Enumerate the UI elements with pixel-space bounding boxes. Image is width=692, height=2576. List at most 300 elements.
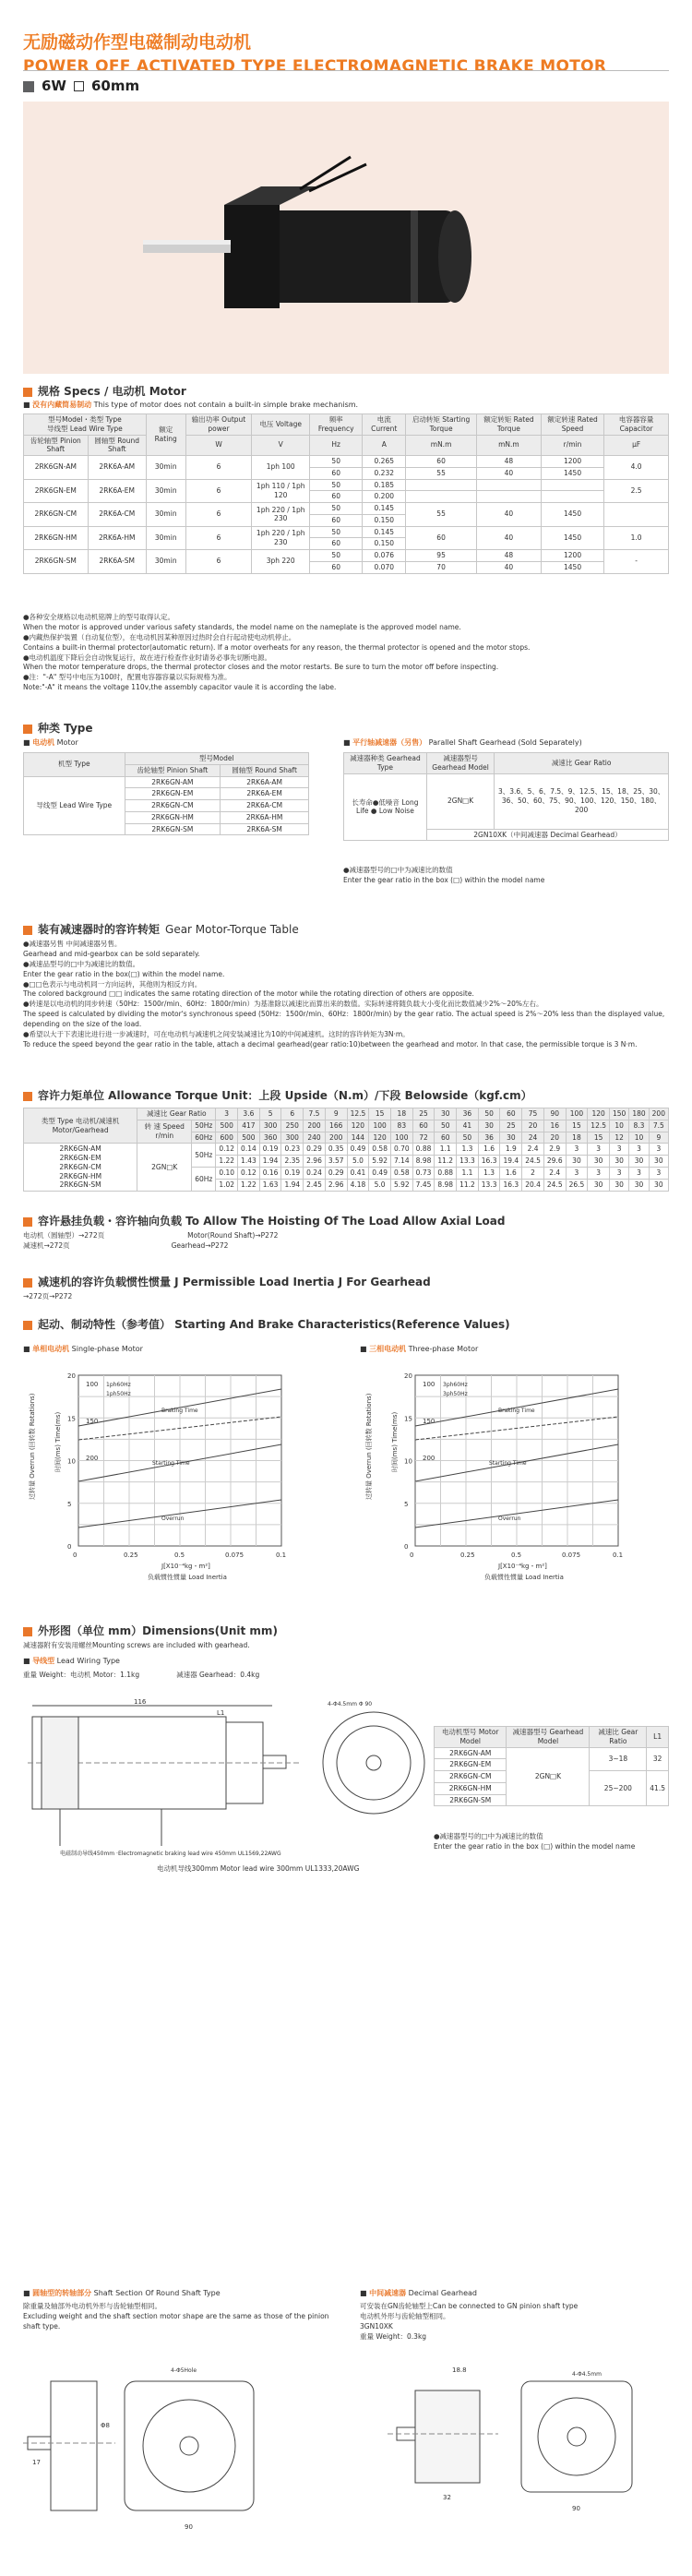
torque-title-cn: 装有减速器时的容许转矩	[38, 923, 161, 936]
torque: 0.16	[259, 1167, 281, 1180]
specs-subtitle-en: This type of motor does not contain a built-in simple brake mechanism.	[93, 401, 359, 409]
y2-tick: 200	[86, 1455, 99, 1462]
dims-note-cn: ●减速器型号的□中为减速比的数值	[434, 1832, 543, 1840]
table-row	[24, 503, 669, 515]
capacitor: 1.0	[604, 526, 669, 550]
torque: 1.63	[259, 1180, 281, 1192]
torque: 24.5	[543, 1180, 566, 1192]
torque: 30	[588, 1180, 610, 1192]
ratio: 12.5	[347, 1108, 369, 1120]
speed: 30	[500, 1132, 522, 1144]
note-line: Gearhead and mid-gearbox can be sold separately.	[23, 949, 200, 958]
types-motor-en: Motor	[56, 738, 78, 747]
dec-width: 90	[572, 2505, 580, 2512]
note-line: When the motor temperature drops, the thermal protector closes and the motor restarts. Be sure to turn the motor off before inspecting.	[23, 663, 499, 672]
rated-speed: 1450	[541, 561, 603, 573]
single-label: ■ 单相电动机 Single-phase Motor	[23, 1345, 143, 1353]
torque: 11.2	[457, 1180, 479, 1192]
current: 0.200	[363, 491, 406, 503]
table-row	[24, 479, 669, 491]
th-gear-type: 减速器种类 Gearhead Type	[344, 753, 427, 774]
ratio: 180	[629, 1108, 649, 1120]
dims-model: 2RK6GN-EM	[435, 1759, 507, 1771]
output: 6	[185, 503, 252, 527]
th-unit-a: A	[363, 435, 406, 456]
types-gear-note	[343, 866, 544, 886]
frequency: 50	[310, 550, 363, 562]
hoist-title	[23, 1215, 506, 1229]
shaft-en: Shaft Section Of Round Shaft Type	[93, 2289, 221, 2297]
section-icon	[23, 1217, 32, 1227]
table-row	[24, 526, 669, 538]
current: 0.265	[363, 456, 406, 468]
x-unit: J[X10⁻⁴kg・m²]	[498, 1563, 547, 1570]
rated-speed: 1450	[541, 526, 603, 550]
gear-model-cell: 2GN□K	[426, 773, 494, 829]
dim-l1: L1	[217, 1709, 225, 1717]
three-cn: 三相电动机	[369, 1345, 407, 1353]
note-line: ●各种安全规格以电动机铭牌上的型号取得认定。	[23, 613, 175, 621]
th-model: 型号Model	[125, 753, 308, 765]
dims-l1: 32	[647, 1747, 669, 1771]
rated-speed	[541, 479, 603, 491]
dec-en: Decimal Gearhead	[408, 2289, 477, 2297]
x-tick: 0.25	[124, 1552, 138, 1559]
y2-tick: 150	[423, 1418, 435, 1425]
y2-tick: 100	[423, 1381, 435, 1388]
brake-label: Braking Time	[161, 1408, 198, 1414]
torque: 30	[610, 1180, 629, 1192]
note-line: ●减速器另售 中间减速器另售。	[23, 940, 122, 948]
lead-label: ■ 导线型 Lead Wiring Type	[23, 1657, 120, 1665]
capacitor: -	[604, 550, 669, 574]
dec-label: ■ 中间减速器 Decimal Gearhead	[360, 2289, 477, 2297]
torque: 0.49	[347, 1144, 369, 1156]
hoist-title-text: 容许悬挂负载・容许轴向负载 To Allow The Hoisting Of The Load Allow Axial Load	[38, 1215, 506, 1228]
ratio: 15	[369, 1108, 391, 1120]
speed: 417	[238, 1120, 260, 1132]
gear-ratio-cell: 3、3.6、5、6、7.5、9、12.5、15、18、25、30、36、50、60、75、90、100、120、150、180、200	[495, 773, 669, 829]
th-unit-w: W	[185, 435, 252, 456]
torque: 30	[649, 1180, 668, 1192]
dec-len2: 18.8	[452, 2366, 467, 2374]
note-line: When the motor is approved under various safety standards, the model name on the nameplate is the approved model name.	[23, 622, 461, 631]
current: 0.145	[363, 503, 406, 515]
output: 6	[185, 550, 252, 574]
specs-subtitle-cn: 没有内藏简易制动	[32, 401, 92, 409]
current: 0.150	[363, 538, 406, 550]
rating: 30min	[146, 526, 185, 550]
specs-notes	[23, 613, 669, 693]
speed: 500	[238, 1132, 260, 1144]
title-cn: 无励磁动作型电磁制动电动机	[23, 32, 252, 53]
th-unit-uf: μF	[604, 435, 669, 456]
torque: 3	[610, 1144, 629, 1156]
shaft-note-en: Excluding weight and the shaft section motor shape are the same as those of the pinion shaft type.	[23, 2311, 329, 2330]
torque: 0.49	[369, 1167, 391, 1180]
note-line: ●转速是以电动机的同步转速（50Hz：1500r/min、60Hz：1800r/min）为基准除以减速比而算出来的数值。实际转速将随负载大小变化而比数值减少2%～20%左右。	[23, 1000, 543, 1009]
torque-title-en: Gear Motor-Torque Table	[165, 923, 299, 936]
voltage: 3ph 220	[252, 550, 310, 574]
starting-torque: 70	[406, 561, 477, 573]
speed: 200	[304, 1120, 326, 1132]
torque: 0.19	[259, 1144, 281, 1156]
dec-model: 3GN10XK	[360, 2321, 393, 2330]
speed: 16	[543, 1120, 566, 1132]
dim-holes: 4-Φ4.5mm Φ 90	[328, 1701, 373, 1707]
x-tick: 0.075	[225, 1552, 245, 1559]
dec-note1: 可安装在GN齿轮轴型上Can be connected to GN pinion shaft type	[360, 2302, 579, 2310]
ratio: 100	[566, 1108, 588, 1120]
note-line: Enter the gear ratio in the box(□) within the model name.	[23, 969, 225, 978]
start-title	[23, 1318, 510, 1333]
starting-label: Starting Time	[489, 1460, 527, 1467]
speed: 20	[543, 1132, 566, 1144]
frequency: 50	[310, 526, 363, 538]
torque: 1.6	[478, 1144, 500, 1156]
speed: 300	[259, 1120, 281, 1132]
torque: 30	[629, 1156, 649, 1168]
torque: 30	[649, 1156, 668, 1168]
rated-torque	[476, 491, 541, 503]
torque: 5.0	[369, 1180, 391, 1192]
dims-model: 2RK6GN-AM	[435, 1747, 507, 1759]
frame-size: 60mm	[90, 78, 140, 94]
torque: 3	[629, 1144, 649, 1156]
dims-note-en: Enter the gear ratio in the box (□) within the model name	[434, 1841, 636, 1851]
speed: 166	[325, 1120, 347, 1132]
dec-holes: 4-Φ4.5mm	[572, 2371, 602, 2378]
frequency: 60	[310, 467, 363, 479]
types-title-text: 种类 Type	[38, 722, 93, 735]
section-icon	[23, 1278, 32, 1288]
th-l1: L1	[647, 1727, 669, 1748]
torque: 2.4	[522, 1144, 544, 1156]
legend-1: 3ph60Hz	[443, 1382, 468, 1388]
x-label: 负载惯性惯量 Load Inertia	[484, 1574, 564, 1581]
torque: 16.3	[500, 1180, 522, 1192]
type-name: 导线型 Lead Wire Type	[24, 776, 125, 835]
inertia-title	[23, 1276, 431, 1290]
ratio: 60	[500, 1108, 522, 1120]
torque: 5.92	[369, 1156, 391, 1168]
torque: 24.5	[522, 1156, 544, 1168]
pinion-model: 2RK6GN-CM	[24, 503, 89, 527]
y-tick: 15	[404, 1415, 412, 1423]
weight-motor: 重量 Weight：电动机 Motor：1.1kg	[23, 1671, 140, 1679]
th-gear-model: 减速器型号 Gearhead Model	[507, 1727, 590, 1748]
torque: 4.18	[347, 1180, 369, 1192]
legend-2: 1ph50Hz	[106, 1391, 131, 1397]
torque: 3	[629, 1167, 649, 1180]
rated-torque: 40	[476, 526, 541, 550]
shaft-len: 17	[32, 2459, 41, 2466]
gearhead: 2GN□K	[137, 1144, 192, 1192]
speed: 36	[478, 1132, 500, 1144]
round-model: 2RK6A-SM	[88, 550, 146, 574]
speed: 300	[281, 1132, 304, 1144]
torque: 20.4	[522, 1180, 544, 1192]
overrun-label: Overrun	[498, 1516, 521, 1522]
dims-r1: 3~18	[590, 1747, 647, 1771]
speed: 250	[281, 1120, 304, 1132]
types-gear-note-en: Enter the gear ratio in the box (□) within the model name	[343, 875, 545, 884]
ratio: 90	[543, 1108, 566, 1120]
torque: 30	[566, 1156, 588, 1168]
torque: 8.98	[435, 1180, 457, 1192]
capacitor: 4.0	[604, 456, 669, 480]
shaft-width: 90	[185, 2523, 193, 2531]
inertia-title-text: 减速机的容许负载惯性惯量 J Permissible Load Inertia J For Gearhead	[38, 1276, 431, 1288]
note-line: ●电动机温度下降后会自动恢复运行，故在进行检查作业时请务必事先切断电源。	[23, 653, 272, 662]
th-frequency: 频率 Frequency	[310, 414, 363, 436]
section-icon	[23, 1092, 32, 1101]
speed: 72	[412, 1132, 435, 1144]
ratio: 200	[649, 1108, 668, 1120]
inertia-line: →272页→P272	[23, 1292, 73, 1300]
y2-tick: 200	[423, 1455, 435, 1462]
torque: 2.45	[304, 1180, 326, 1192]
lead-cn: 导线型	[32, 1657, 55, 1665]
dec-len: 32	[443, 2494, 451, 2501]
y-tick: 20	[67, 1372, 76, 1380]
frequency: 60	[310, 538, 363, 550]
speed: 200	[325, 1132, 347, 1144]
torque: 1.6	[500, 1167, 522, 1180]
y-tick: 20	[404, 1372, 412, 1380]
x-tick: 0	[410, 1552, 414, 1559]
dec-note2: 电动机外形与齿轮轴型相同。	[360, 2311, 450, 2320]
speed: 15	[588, 1132, 610, 1144]
capacitor	[604, 503, 669, 527]
th-starting: 启动转矩 Starting Torque	[406, 414, 477, 436]
hz: 60Hz	[192, 1132, 216, 1144]
motor-illustration	[23, 102, 669, 374]
speed: 360	[259, 1132, 281, 1144]
torque: 1.02	[216, 1180, 238, 1192]
round-model: 2RK6A-CM	[88, 503, 146, 527]
ratio: 120	[588, 1108, 610, 1120]
y-tick: 5	[404, 1500, 409, 1508]
brake-label: Braking Time	[498, 1408, 535, 1414]
current: 0.145	[363, 526, 406, 538]
torque: 26.5	[566, 1180, 588, 1192]
x-unit: J[X10⁻⁴kg・m²]	[161, 1563, 210, 1570]
dims-title-text: 外形图（单位 mm）Dimensions(Unit mm)	[38, 1624, 278, 1637]
shaft-label: ■ 圆轴型的转轴部分 Shaft Section Of Round Shaft Type	[23, 2289, 221, 2297]
frequency: 50	[310, 503, 363, 515]
torque: 1.43	[238, 1156, 260, 1168]
legend-2: 3ph50Hz	[443, 1391, 468, 1397]
speed: 240	[304, 1132, 326, 1144]
x-tick: 0.25	[460, 1552, 475, 1559]
torque: 2.96	[304, 1156, 326, 1168]
torque: 1.1	[435, 1144, 457, 1156]
th-pinion: 齿轮轴型 Pinion Shaft	[24, 435, 89, 456]
torque: 0.35	[325, 1144, 347, 1156]
torque: 3	[588, 1144, 610, 1156]
torque: 5.92	[390, 1180, 412, 1192]
pinion-model: 2RK6GN-EM	[24, 479, 89, 503]
speed: 12	[610, 1132, 629, 1144]
frequency: 60	[310, 514, 363, 526]
starting-torque: 60	[406, 456, 477, 468]
th-output: 输出功率 Output power	[185, 414, 252, 436]
torque: 0.29	[304, 1144, 326, 1156]
output: 6	[185, 526, 252, 550]
table-row	[24, 550, 669, 562]
torque: 1.22	[238, 1180, 260, 1192]
models	[24, 1144, 137, 1192]
dims-gh: 2GN□K	[507, 1747, 590, 1806]
pinion-model: 2RK6GN-HM	[125, 811, 221, 823]
note-line: Note:"-A" it means the voltage 110v,the assembly capacitor vaule it is according the labe.	[23, 683, 337, 692]
ratio: 36	[457, 1108, 479, 1120]
single-cn: 单相电动机	[32, 1345, 70, 1353]
torque: 2.4	[543, 1167, 566, 1180]
dims-model: 2RK6GN-CM	[435, 1771, 507, 1783]
torque: 1.94	[259, 1156, 281, 1168]
lead-wire-drawing	[23, 1698, 429, 1874]
torque: 1.9	[500, 1144, 522, 1156]
square-icon	[74, 81, 84, 91]
starting-torque	[406, 479, 477, 491]
frequency: 50	[310, 479, 363, 491]
model: 2RK6GN-CM	[59, 1162, 101, 1171]
torque: 2	[522, 1167, 544, 1180]
torque: 0.58	[369, 1144, 391, 1156]
rated-speed: 1450	[541, 467, 603, 479]
three-en: Three-phase Motor	[408, 1345, 479, 1353]
torque: 11.2	[435, 1156, 457, 1168]
round-model: 2RK6A-EM	[88, 479, 146, 503]
torque: 16.3	[478, 1156, 500, 1168]
dims-table-note	[434, 1832, 635, 1852]
single-phase-chart	[23, 1361, 337, 1601]
speed: 600	[216, 1132, 238, 1144]
speed: 20	[522, 1120, 544, 1132]
torque: 30	[610, 1156, 629, 1168]
torque: 3	[649, 1144, 668, 1156]
torque: 30	[629, 1180, 649, 1192]
torque: 0.29	[325, 1167, 347, 1180]
th-ratio: 减速比 Gear Ratio	[137, 1108, 216, 1120]
round-model: 2RK6A-HM	[221, 811, 309, 823]
x-tick: 0.075	[562, 1552, 581, 1559]
torque: 2.35	[281, 1156, 304, 1168]
note-line: Contains a built-in thermal protector(automatic return). If a motor overheats for any reason, the thermal protector is opened and the motor stops.	[23, 642, 531, 652]
specs-title	[23, 385, 186, 400]
pinion-model: 2RK6GN-SM	[125, 823, 221, 835]
ratio: 9	[325, 1108, 347, 1120]
speed: 120	[369, 1132, 391, 1144]
types-gear-note-cn: ●减速器型号的□中为减速比的数值	[343, 866, 453, 874]
torque: 0.70	[390, 1144, 412, 1156]
x-label: 负载惯性惯量 Load Inertia	[148, 1574, 227, 1581]
table-row	[24, 776, 309, 788]
speed: 24	[522, 1132, 544, 1144]
torque: 13.3	[478, 1180, 500, 1192]
divider	[23, 70, 669, 71]
torque: 3	[649, 1167, 668, 1180]
y-tick: 0	[67, 1543, 72, 1551]
x-tick: 0	[73, 1552, 78, 1559]
th-rated-speed: 额定转速 Rated Speed	[541, 414, 603, 436]
torque: 1.3	[457, 1144, 479, 1156]
lbl-brake: 电磁制动导线450mm ·Electromagnetic braking lead wire 450mm UL1569,22AWG	[60, 1851, 281, 1857]
torque: 1.1	[457, 1167, 479, 1180]
hz: 50Hz	[192, 1120, 216, 1132]
gear-decimal-cell: 2GN10XK（中间减速器 Decimal Gearhead）	[426, 829, 668, 841]
hoist-l3: 减速机→272页	[23, 1240, 70, 1250]
starting-torque: 55	[406, 503, 477, 527]
overrun-label: Overrun	[161, 1516, 185, 1522]
round-model: 2RK6A-CM	[221, 800, 309, 812]
pinion-model: 2RK6GN-CM	[125, 800, 221, 812]
th-unit-hz: Hz	[310, 435, 363, 456]
current: 0.232	[363, 467, 406, 479]
output: 6	[185, 456, 252, 480]
types-title	[23, 722, 93, 737]
speed: 7.5	[649, 1120, 668, 1132]
weight-gear: 减速器 Gearhead：0.4kg	[176, 1671, 260, 1679]
torque: 0.12	[238, 1167, 260, 1180]
starting-torque: 55	[406, 467, 477, 479]
rated-torque: 40	[476, 467, 541, 479]
single-en: Single-phase Motor	[71, 1345, 143, 1353]
speed: 100	[369, 1120, 391, 1132]
torque: 0.88	[412, 1144, 435, 1156]
output: 6	[185, 479, 252, 503]
rated-torque: 48	[476, 550, 541, 562]
th-rating: 额定 Rating	[146, 414, 185, 456]
note-line: ●内藏热保护装置（自动复位型），在电动机因某种原因过热时会自行起动使电动机停止。	[23, 632, 296, 641]
ratio: 5	[259, 1108, 281, 1120]
th-motor-model: 电动机型号 Motor Model	[435, 1727, 507, 1748]
note-line: ●希望以大于下表速比进行进一步减速时，可在电动机与减速机之间安装减速比为10的中间减速机。这时的容许转矩为3N·m。	[23, 1029, 410, 1038]
ratio: 30	[435, 1108, 457, 1120]
torque: 0.41	[347, 1167, 369, 1180]
section-icon	[23, 1321, 32, 1330]
y-label: 过转量 Overrun (回转数 Rotations)	[29, 1393, 36, 1500]
torque: 0.58	[390, 1167, 412, 1180]
starting-torque: 95	[406, 550, 477, 562]
types-gear-table	[343, 752, 669, 841]
torque-row	[24, 1144, 669, 1156]
rated-speed: 1450	[541, 503, 603, 527]
section-icon	[23, 1627, 32, 1636]
model: 2RK6GN-AM	[59, 1144, 101, 1154]
th-unit-v: V	[252, 435, 310, 456]
lead-en: Lead Wiring Type	[56, 1657, 120, 1665]
speed: 144	[347, 1132, 369, 1144]
y-tick: 10	[404, 1457, 412, 1466]
torque: 19.4	[500, 1156, 522, 1168]
torque: 1.94	[281, 1180, 304, 1192]
section-icon	[23, 388, 32, 397]
ratio: 6	[281, 1108, 304, 1120]
product-image	[23, 102, 669, 374]
shaft-drawing	[23, 2335, 337, 2547]
torque: 2.9	[543, 1144, 566, 1156]
rated-speed: 1200	[541, 456, 603, 468]
round-model: 2RK6A-HM	[88, 526, 146, 550]
three-label: ■ 三相电动机 Three-phase Motor	[360, 1345, 479, 1353]
note-line: ●注："-A" 型号中电压为100时，配置电容器容量以实际规格为准。	[23, 673, 232, 682]
starting-torque	[406, 491, 477, 503]
torque: 3	[588, 1167, 610, 1180]
specs-table	[23, 413, 669, 574]
